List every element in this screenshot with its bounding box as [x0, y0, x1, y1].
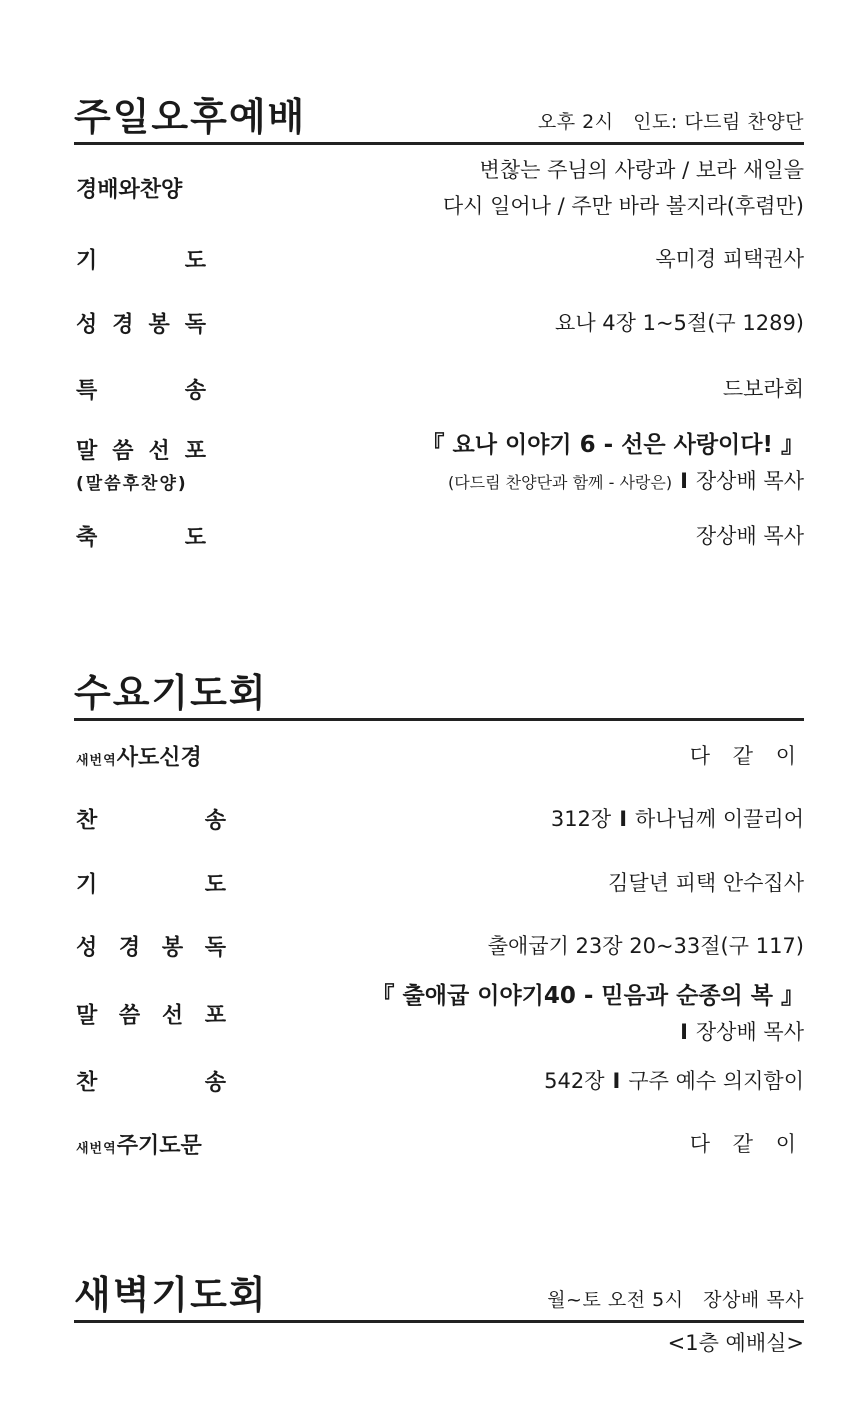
location-note: <1층 예배실> — [667, 1331, 804, 1355]
item-value — [544, 1063, 804, 1099]
section-header — [74, 86, 804, 142]
hymn-number: 312장 — [550, 807, 612, 831]
hymn-title: 하나님께 이끌리어 — [635, 807, 804, 831]
item-value — [551, 801, 804, 837]
item-label: 성 경 봉 독 — [76, 935, 226, 961]
separator: I — [680, 469, 688, 493]
item-value: 장상배 목사 — [695, 524, 804, 548]
separator: I — [619, 807, 628, 831]
order-item-hymn — [74, 1051, 804, 1111]
separator: I — [612, 1069, 621, 1093]
translation-prefix: 새번역 — [76, 1141, 117, 1157]
item-label: 경배와찬양 — [76, 177, 183, 203]
item-label: 새번역사도신경 — [76, 745, 202, 771]
item-value: 출애굽기 23장 20~33절(구 117) — [487, 934, 804, 958]
item-label: 특 송 — [76, 378, 206, 404]
sermon-title: 『 출애굽 이야기40 - 믿음과 순종의 복 』 — [371, 983, 804, 1009]
item-value: 요나 4장 1~5절(구 1289) — [555, 311, 804, 335]
hymn-title: 구주 예수 의지함이 — [628, 1069, 804, 1093]
order-item-lords-prayer — [74, 1111, 804, 1177]
item-value — [372, 978, 804, 1050]
order-item-prayer — [74, 227, 804, 291]
section-meta: 월~토 오전 5시 장상배 목사 — [547, 1289, 804, 1311]
hymn-number: 542장 — [544, 1069, 605, 1093]
item-label: 축 도 — [76, 525, 206, 551]
sunday-afternoon-service — [74, 86, 804, 567]
preacher: 장상배 목사 — [695, 469, 804, 493]
item-label: 말 씀 선 포 — [76, 1003, 226, 1029]
item-label: 말 씀 선 포 (말씀후찬양) — [76, 434, 236, 494]
item-value: 다 같 이 — [689, 744, 804, 768]
dawn-prayer-meeting — [74, 1264, 804, 1357]
item-value: 드보라회 — [722, 377, 804, 401]
section-title: 새벽기도회 — [74, 1273, 268, 1317]
item-value — [422, 427, 805, 501]
section-header — [74, 1264, 804, 1320]
order-item-special-song — [74, 355, 804, 423]
preacher: 장상배 목사 — [695, 1020, 804, 1044]
order-item-scripture — [74, 915, 804, 977]
worship-songs-line1: 변찮는 주님의 사랑과 / 보라 새일을 — [479, 158, 804, 182]
section-divider — [74, 718, 804, 721]
order-item-sermon — [74, 977, 804, 1051]
order-item-hymn — [74, 787, 804, 851]
order-item-sermon — [74, 423, 804, 505]
item-value: 다 같 이 — [689, 1132, 804, 1156]
order-item-scripture — [74, 291, 804, 355]
item-label: 찬 송 — [76, 1070, 226, 1096]
order-item-worship — [74, 149, 804, 227]
section-title: 수요기도회 — [74, 671, 268, 715]
section-meta: 오후 2시 인도: 다드림 찬양단 — [537, 111, 804, 133]
sermon-title: 『 요나 이야기 6 - 선은 사랑이다! 』 — [421, 432, 804, 458]
translation-prefix: 새번역 — [76, 753, 117, 769]
section-divider — [74, 142, 804, 145]
section-title: 주일오후예배 — [74, 95, 307, 139]
order-item-creed — [74, 725, 804, 787]
item-value — [443, 152, 804, 224]
item-value: 김달년 피택 안수집사 — [608, 871, 804, 895]
item-label: 새번역주기도문 — [76, 1133, 202, 1159]
order-item-benediction — [74, 505, 804, 567]
sermon-note: (다드림 찬양단과 함께 - 사랑은) — [447, 473, 673, 492]
order-item-prayer — [74, 851, 804, 915]
item-sublabel: (말씀후찬양) — [76, 474, 188, 494]
item-label: 성 경 봉 독 — [76, 312, 206, 338]
separator: I — [680, 1020, 688, 1044]
section-divider — [74, 1320, 804, 1323]
item-label: 기 도 — [76, 872, 226, 898]
item-label: 찬 송 — [76, 808, 226, 834]
wednesday-prayer-meeting — [74, 662, 804, 1177]
worship-songs-line2: 다시 일어나 / 주만 바라 볼지라(후렴만) — [442, 194, 804, 218]
section-header — [74, 662, 804, 718]
item-label: 기 도 — [76, 248, 206, 274]
item-value: 옥미경 피택권사 — [655, 247, 804, 271]
